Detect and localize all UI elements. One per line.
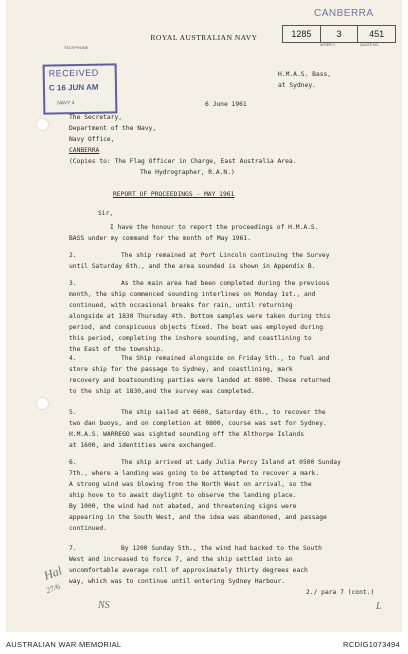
file-stamp-office: CANBERRA [314,8,374,19]
punch-hole [36,118,49,131]
paragraph-line: By 1200 Sunday 5th., the wind had backed to the South [121,545,322,552]
paragraph-line: As the main area had been completed during the previous [121,280,330,287]
copies-line: The Hydrographer, R.A.N.) [140,169,235,176]
sender-ship: H.M.A.S. Bass, [278,71,332,78]
copies-line: (Copies to: The Flag Officer in Charge, East Australia Area. [69,158,297,165]
paragraph-line: recovery and boatsounding parties were landed at 0800. These returned [69,377,331,384]
file-cell: 1285 [283,26,321,42]
paragraph-line: uncomfortable average roll of approximately thirty degrees each [69,567,308,574]
file-number-cells [282,25,396,43]
paragraph-line: alongside at 1830 Thursday 4th. Bottom samples were taken during this [69,313,331,320]
margin-initials: Hal [41,563,64,583]
paragraph-line: period, and conspicuous objects fixed. The boat was employed during [69,324,324,331]
paragraph-line: continued, with occasional breaks for rain, until returning [69,302,293,309]
file-sub-label: QUOTE NO. [360,43,380,47]
recipient-line: Navy Office, [69,136,115,143]
received-stamp-word: RECEIVED [48,67,99,79]
file-sub-label: IN REPLY [320,43,336,47]
letterhead-title: ROYAL AUSTRALIAN NAVY [150,33,258,42]
salutation: Sir, [98,210,114,217]
paragraph-line: to the ship at 1830,and the survey was completed. [69,388,255,395]
paragraph-line: continued. [69,525,107,532]
paragraph-line: appearing in the South West, and the idea was abandoned, and passage [69,514,327,521]
paragraph-number: 3. [69,280,77,287]
paragraph-line: ship hove to to await daylight to observe the landing place. [69,492,297,499]
paragraph-line: at 1600, and identities were exchanged. [69,442,217,449]
sender-place: at Sydney. [278,82,316,89]
paragraph-line: until Saturday 6th., and the area sounded is shown in Appendix B. [69,263,316,270]
footer-record-id: RCDIG1073494 [343,640,400,649]
paragraph-number: 2. [69,252,77,259]
paragraph-line: the East of the township. [69,346,164,353]
paragraph-line: this period, completing the inshore sounding, and coastlining to [69,335,312,342]
paragraph-number: 5. [69,409,77,416]
paragraph-line: West and increased to force 7, and the ship settled into an [69,556,293,563]
paragraph-line: The Ship remained alongside on Friday 5th., to fuel and [121,355,330,362]
continuation-note: 2./ para 7 (cont.) [306,589,375,596]
paragraph-line: A strong wind was blowing from the North West on arrival, so the [69,481,312,488]
received-stamp-office: NAVY 4 [57,100,75,107]
margin-mark: NS [98,600,110,611]
paragraph-line: The ship sailed at 0600, Saturday 6th., to recover the [121,409,326,416]
letter-date: 6 June 1961 [205,101,247,108]
paragraph-number: 4. [69,355,77,362]
recipient-line: Department of the Navy, [69,125,157,132]
paragraph-line: The ship arrived at Lady Julia Percy Island at 0500 Sunday [121,459,341,466]
intro-line: BASS under my command for the month of May 1961. [69,235,251,242]
file-cell: 451 [369,29,385,39]
intro-line: I have the honour to report the proceedings of H.M.A.S. [110,224,319,231]
received-stamp [43,63,118,114]
paragraph-line: month, the ship commenced sounding interlines on Monday 1st., and [69,291,316,298]
paragraph-number: 7. [69,545,77,552]
letter-page [6,0,402,632]
paragraph-line: two dan buoys, and on completion at 0800, course was set for Sydney. [69,420,327,427]
paragraph-line: 7th., where a landing was going to be attempted to recover a mark. [69,470,320,477]
file-number-stamp [274,8,394,49]
recipient-line: The Secretary, [69,114,123,121]
punch-hole [36,397,49,410]
recipient-city: CANBERRA [69,147,100,154]
footer-archive-name: AUSTRALIAN WAR MEMORIAL [6,640,122,649]
paragraph-line: store ship for the passage to Sydney, and coastlining, mark [69,366,293,373]
received-stamp-date: C 16 JUN AM [48,82,99,93]
paragraph-line: H.M.A.S. WARREGO was sighted sounding off the Althorpe Islands [69,431,305,438]
paragraph-number: 6. [69,459,77,466]
file-cell: 3 [321,26,359,42]
paragraph-line: The ship remained at Port Lincoln continuing the Survey [121,252,330,259]
report-subject: REPORT OF PROCEEDINGS - MAY 1961 [113,191,235,198]
margin-date: 27/6 [44,581,62,596]
paragraph-line: way, which was to continue until entering Sydney Harbour. [69,578,286,585]
margin-mark: L [376,601,382,612]
paragraph-line: By 1000, the wind had not abated, and threatening signs were [69,503,297,510]
telephone-label: TELEPHONE: [64,46,90,50]
